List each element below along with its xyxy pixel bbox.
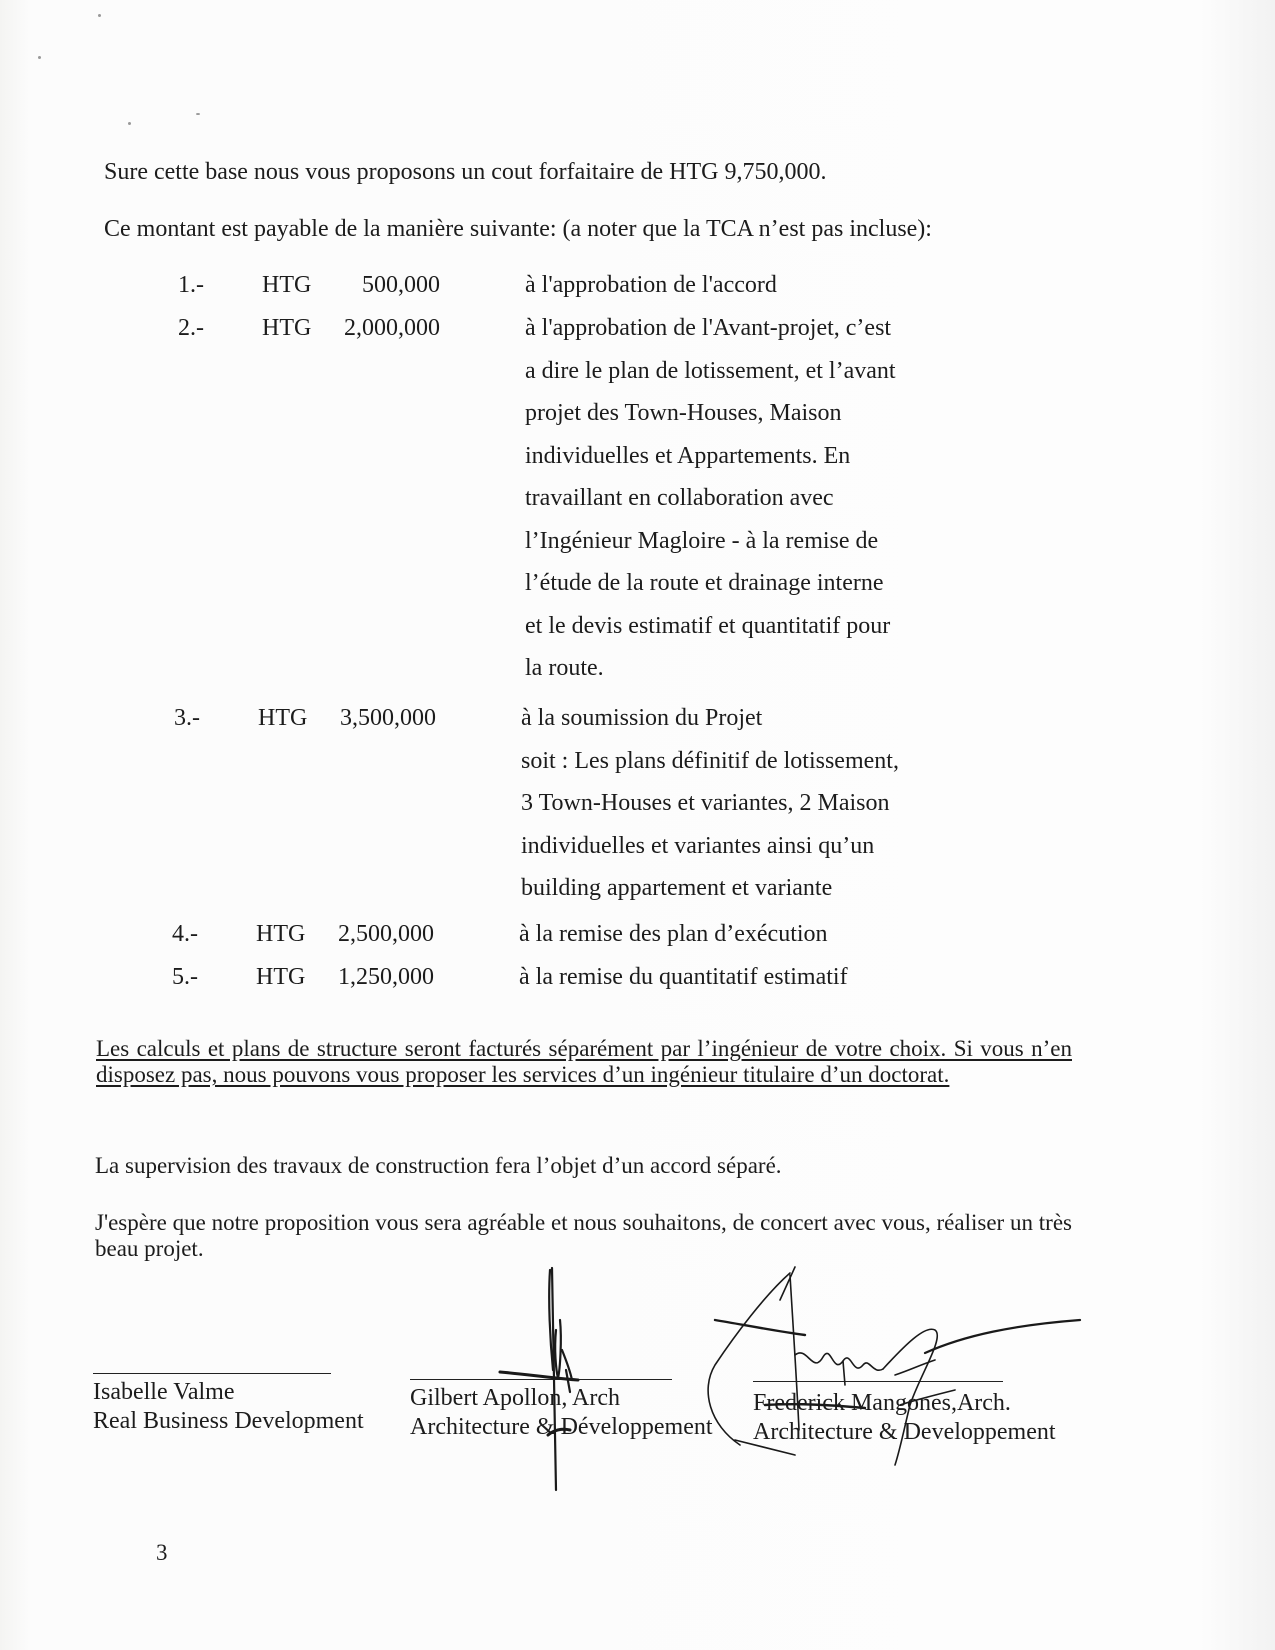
description-line: à la remise du quantitatif estimatif xyxy=(519,964,848,990)
description-line: 3 Town-Houses et variantes, 2 Maison xyxy=(521,790,890,816)
description-line: l’étude de la route et drainage interne xyxy=(525,570,884,596)
description-line: building appartement et variante xyxy=(521,875,833,901)
description-line: a dire le plan de lotissement, et l’avant xyxy=(525,357,896,384)
payment-description xyxy=(519,956,939,999)
structure-note: Les calculs et plans de structure seront facturés séparément par l’ingénieur de votre choix. Si vous n’en disposez pas, nous pouvons vous proposer les services d’un ingénieur titulaire d’un doctorat. xyxy=(96,1036,1072,1087)
payment-amount: 2,500,000 xyxy=(338,921,434,947)
signatory-organization: Architecture & Développement xyxy=(410,1414,713,1440)
payment-currency: HTG xyxy=(256,921,306,947)
description-line: projet des Town-Houses, Maison xyxy=(525,400,842,426)
payment-amount: 2,000,000 xyxy=(344,315,440,341)
supervision-note: La supervision des travaux de construction fera l’objet d’un accord séparé. xyxy=(95,1153,782,1178)
payment-amount: 500,000 xyxy=(362,272,440,298)
payment-description xyxy=(525,264,945,307)
payment-description xyxy=(525,307,945,690)
description-line: à l'approbation de l'Avant-projet, c’est xyxy=(525,315,892,341)
description-line: et le devis estimatif et quantitatif pour xyxy=(525,612,891,639)
signatory-block xyxy=(93,1378,364,1436)
signature-line xyxy=(93,1373,331,1374)
payment-number: 3.- xyxy=(174,705,200,731)
signature-line xyxy=(410,1379,672,1380)
payment-intro: Ce montant est payable de la manière suivante: (a noter que la TCA n’est pas incluse): xyxy=(104,216,932,242)
payment-currency: HTG xyxy=(262,315,312,341)
payment-amount: 3,500,000 xyxy=(340,705,436,731)
description-line: travaillant en collaboration avec xyxy=(525,485,834,511)
signatory-organization: Architecture & Developpement xyxy=(753,1419,1056,1445)
handwritten-signature-icon xyxy=(480,1260,610,1500)
signatory-block xyxy=(410,1384,713,1442)
payment-number: 4.- xyxy=(172,921,198,947)
payment-number: 2.- xyxy=(178,315,204,341)
payment-currency: HTG xyxy=(258,705,308,731)
description-line: individuelles et Appartements. En xyxy=(525,442,851,469)
payment-number: 5.- xyxy=(172,964,198,990)
payment-description xyxy=(519,913,939,956)
signatory-organization: Real Business Development xyxy=(93,1408,364,1434)
description-line: la route. xyxy=(525,655,604,681)
description-line: individuelles et variantes ainsi qu’un xyxy=(521,832,875,859)
signatory-name: Isabelle Valme xyxy=(93,1379,235,1405)
closing-paragraph: J'espère que notre proposition vous sera agréable et nous souhaitons, de concert avec vous, réaliser un très beau projet. xyxy=(95,1210,1072,1261)
description-line: soit : Les plans définitif de lotissement, xyxy=(521,747,899,774)
description-line: l’Ingénieur Magloire - à la remise de xyxy=(525,527,879,554)
payment-currency: HTG xyxy=(262,272,312,298)
description-line: à la remise des plan d’exécution xyxy=(519,921,828,947)
signature-line xyxy=(753,1381,1003,1382)
scan-speck xyxy=(38,56,41,59)
payment-number: 1.- xyxy=(178,272,204,298)
payment-description xyxy=(521,697,941,910)
scan-speck xyxy=(196,113,200,115)
payment-currency: HTG xyxy=(256,964,306,990)
signatory-name: Frederick Mangones,Arch. xyxy=(753,1390,1011,1416)
description-line: à l'approbation de l'accord xyxy=(525,272,777,298)
signatory-block xyxy=(753,1389,1056,1447)
description-line: à la soumission du Projet xyxy=(521,705,763,731)
intro-line: Sure cette base nous vous proposons un cout forfaitaire de HTG 9,750,000. xyxy=(104,159,827,185)
scan-speck xyxy=(98,14,101,17)
page-number: 3 xyxy=(156,1540,168,1565)
signatory-name: Gilbert Apollon, Arch xyxy=(410,1385,620,1411)
scan-speck xyxy=(128,122,131,125)
payment-amount: 1,250,000 xyxy=(338,964,434,990)
